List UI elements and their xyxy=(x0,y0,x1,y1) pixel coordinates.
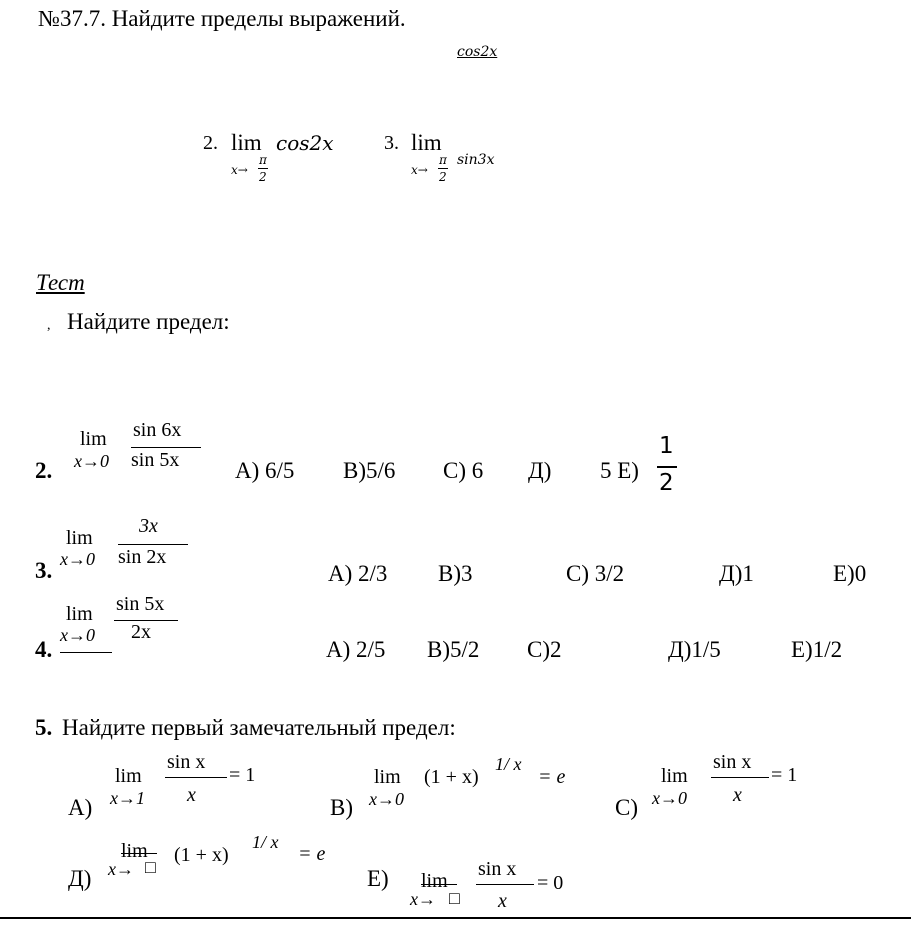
fraction-bar xyxy=(118,544,188,545)
pi-denominator: 2 xyxy=(259,170,267,184)
lim-subscript: x→ xyxy=(108,859,134,879)
option-label: А) xyxy=(68,795,93,820)
lim-subscript: x→ xyxy=(411,163,428,177)
fraction-denominator: sin 5x xyxy=(131,449,180,471)
fraction-numerator: sin 6x xyxy=(133,419,182,441)
fraction-bar xyxy=(476,884,534,885)
option-label: Е) xyxy=(367,866,389,891)
fraction-numerator: sin x xyxy=(478,858,517,880)
exponent: 1/ x xyxy=(252,832,279,852)
pi-fraction-bar xyxy=(258,168,268,169)
option-label: С) xyxy=(615,795,638,820)
fraction-numerator: sin x xyxy=(713,751,752,773)
lim-subscript: x→0 xyxy=(60,625,95,645)
answer-fraction-bar xyxy=(657,466,677,468)
lim-operator: lim xyxy=(121,840,148,862)
fraction-numerator: sin x xyxy=(167,751,206,773)
limit-expression: cos2x xyxy=(276,131,334,155)
option-e[interactable]: 5 Е) xyxy=(600,458,639,483)
lim-subscript: x→0 xyxy=(652,788,687,808)
fraction-denominator: 2x xyxy=(131,621,151,643)
lim-operator: lim xyxy=(421,870,448,892)
option-d[interactable]: Д)1/5 xyxy=(668,637,721,662)
question-number: 3. xyxy=(35,558,53,583)
lim-operator: lim xyxy=(66,603,93,625)
test-heading: Тест xyxy=(36,270,85,295)
pi-fraction-bar xyxy=(438,168,448,169)
subscript-underline xyxy=(60,652,112,653)
option-label: Д) xyxy=(68,866,92,891)
fraction-denominator: sin 2x xyxy=(118,546,167,568)
equation-rhs: = 1 xyxy=(771,764,798,786)
equation-rhs: = e xyxy=(298,843,326,865)
option-a[interactable]: А) 2/3 xyxy=(328,561,388,586)
fraction-bar xyxy=(711,777,769,778)
exponent: 1/ x xyxy=(495,754,522,774)
bottom-divider xyxy=(0,917,911,919)
lim-strikethrough xyxy=(121,853,157,854)
fraction-numerator: 3x xyxy=(139,515,158,537)
stray-fraction-numerator: cos2x xyxy=(457,44,498,60)
limit-expression: (1 + x) xyxy=(424,766,479,788)
fraction-denominator: x xyxy=(733,784,742,806)
fraction-numerator: sin 5x xyxy=(116,593,165,615)
lim-operator: lim xyxy=(661,765,688,787)
lim-subscript: x→ xyxy=(231,163,248,177)
lim-operator: lim xyxy=(411,130,442,155)
lim-subscript: x→0 xyxy=(369,789,404,809)
option-label: В) xyxy=(330,795,353,820)
option-c[interactable]: С)2 xyxy=(527,637,562,662)
option-c[interactable]: С) 6 xyxy=(443,458,484,483)
fraction-denominator: x xyxy=(498,890,507,912)
test-instruction: Найдите предел: xyxy=(67,309,230,334)
lim-strikethrough xyxy=(421,884,457,885)
option-a[interactable]: А) 2/5 xyxy=(326,637,386,662)
option-e[interactable]: Е)0 xyxy=(833,561,867,586)
equation-rhs: = e xyxy=(538,766,566,788)
item-number: 3. xyxy=(384,132,399,154)
option-b[interactable]: В)3 xyxy=(438,561,473,586)
page-title: №37.7. Найдите пределы выражений. xyxy=(38,6,406,31)
option-d[interactable]: Д)1 xyxy=(719,561,754,586)
question-text: Найдите первый замечательный предел: xyxy=(62,715,456,740)
lim-subscript: x→ xyxy=(410,889,436,909)
lim-operator: lim xyxy=(66,527,93,549)
lim-operator: lim xyxy=(374,766,401,788)
option-b[interactable]: В)5/2 xyxy=(427,637,480,662)
fraction-denominator: x xyxy=(187,784,196,806)
limit-expression: (1 + x) xyxy=(174,844,229,866)
option-a[interactable]: А) 6/5 xyxy=(235,458,295,483)
lim-operator: lim xyxy=(231,130,262,155)
lim-operator: lim xyxy=(80,428,107,450)
option-c[interactable]: С) 3/2 xyxy=(566,561,625,586)
bullet-mark: , xyxy=(47,318,51,333)
question-number: 4. xyxy=(35,637,53,662)
item-number: 2. xyxy=(203,132,218,154)
missing-glyph-box: □ xyxy=(449,888,460,908)
lim-subscript: x→0 xyxy=(74,451,109,471)
answer-fraction-numerator: 1 xyxy=(659,433,674,459)
question-number: 5. xyxy=(35,715,53,740)
lim-subscript: x→1 xyxy=(110,788,145,808)
option-e[interactable]: Е)1/2 xyxy=(791,637,843,662)
lim-subscript: x→0 xyxy=(60,549,95,569)
fraction-bar xyxy=(131,447,201,448)
question-number: 2. xyxy=(35,458,53,483)
pi-symbol: π xyxy=(259,153,267,167)
option-d[interactable]: Д) xyxy=(528,458,552,483)
equation-rhs: = 0 xyxy=(537,872,564,894)
limit-expression: sin3x xyxy=(457,152,495,168)
missing-glyph-box: □ xyxy=(145,857,156,877)
option-b[interactable]: В)5/6 xyxy=(343,458,396,483)
fraction-bar xyxy=(165,777,227,778)
pi-denominator: 2 xyxy=(439,170,447,184)
equation-rhs: = 1 xyxy=(229,764,256,786)
lim-operator: lim xyxy=(115,765,142,787)
pi-symbol: π xyxy=(439,153,447,167)
answer-fraction-denominator: 2 xyxy=(659,470,674,496)
